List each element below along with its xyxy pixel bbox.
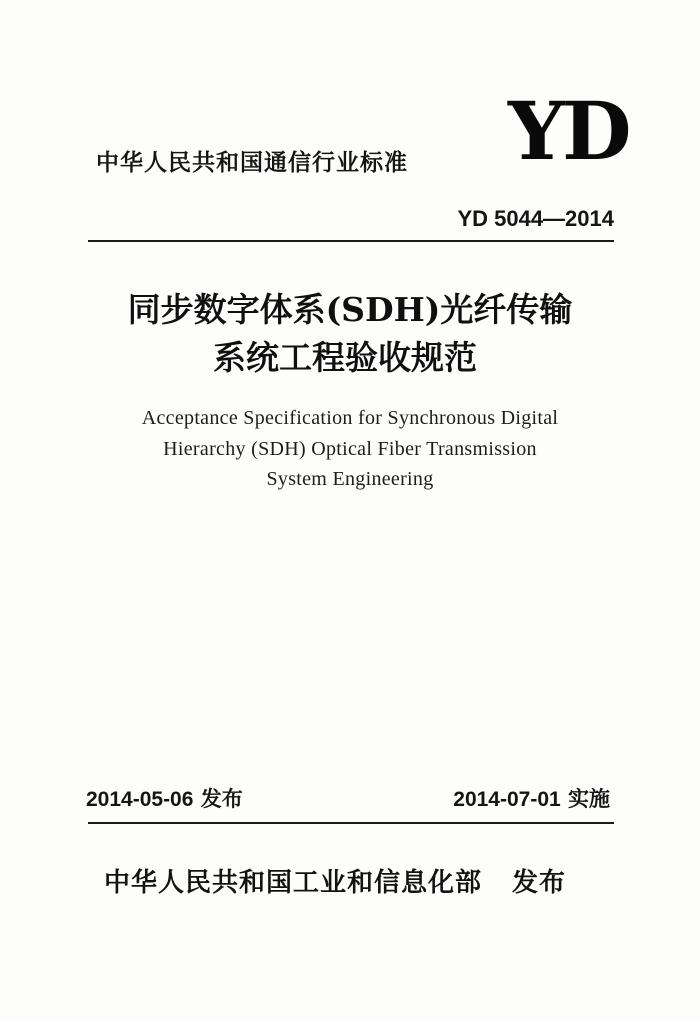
title-en-line-1: Acceptance Specification for Synchronous Digital — [141, 407, 559, 429]
top-divider — [88, 240, 614, 242]
title-cn-line-1: 同步数字体系(SDH)光纤传输 — [127, 290, 573, 329]
title-en-line-2: Hierarchy (SDH) Optical Fiber Transmission — [163, 438, 537, 460]
title-cn-line-2: 系统工程验收规范 — [213, 338, 477, 377]
standard-category: 中华人民共和国通信行业标准 — [96, 150, 408, 176]
bottom-divider — [88, 822, 614, 824]
effective-date-block — [453, 784, 610, 815]
publisher-name: 中华人民共和国工业和信息化部 — [104, 868, 483, 898]
issue-label: 发布 — [200, 787, 243, 811]
effective-label: 实施 — [568, 787, 610, 811]
issue-date: 2014-05-06 — [86, 788, 194, 811]
standard-number: YD 5044—2014 — [457, 206, 614, 231]
title-en-line-3: System Engineering — [266, 468, 434, 490]
effective-date: 2014-07-01 — [453, 788, 561, 811]
publish-label: 发布 — [512, 868, 567, 898]
issue-date-block — [86, 784, 243, 815]
yd-logo: YD — [508, 84, 629, 178]
